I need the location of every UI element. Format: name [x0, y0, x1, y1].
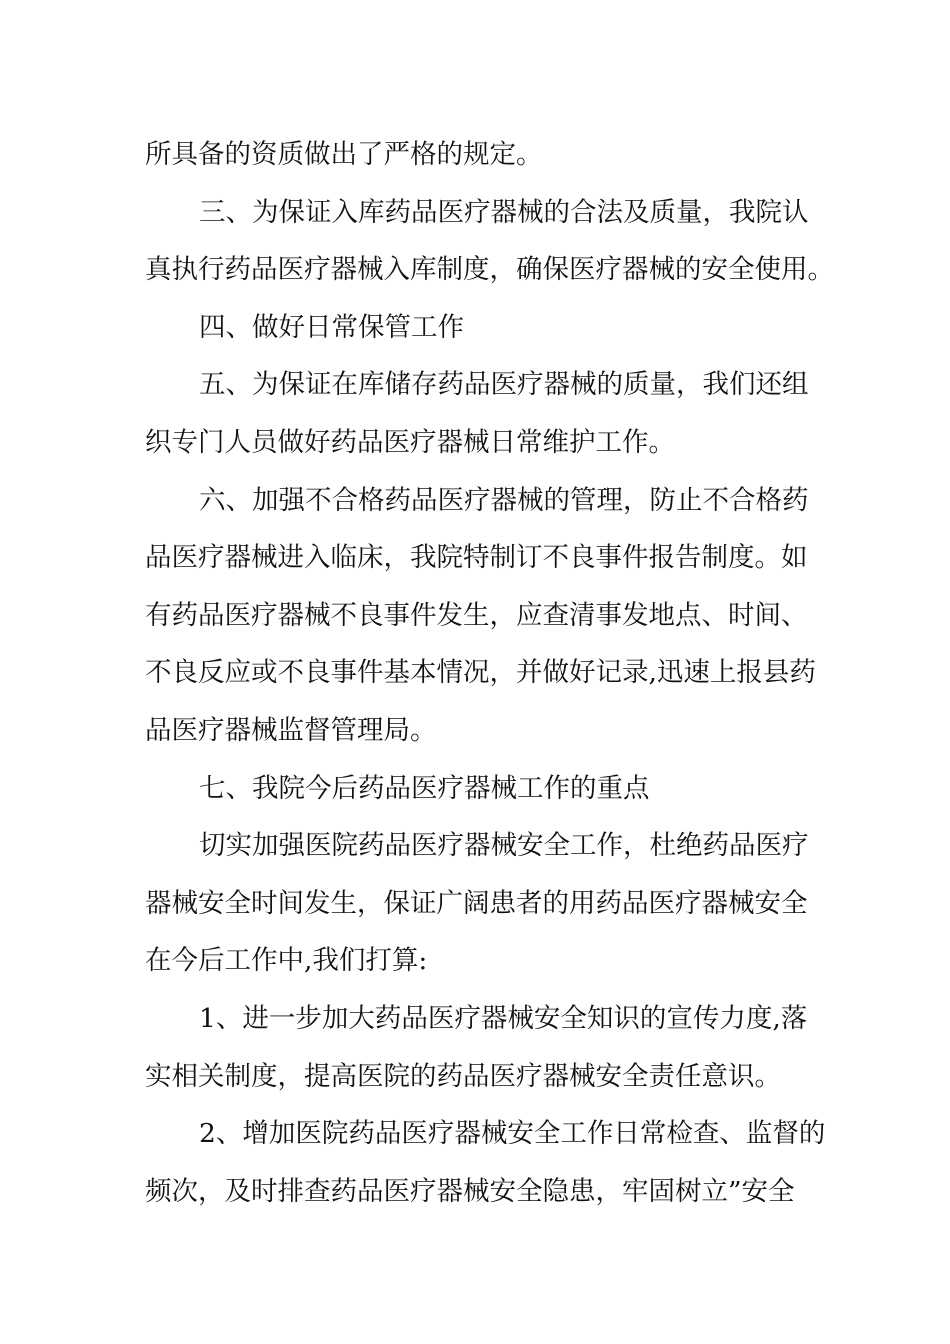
section-heading: 四、做好日常保管工作 — [199, 311, 464, 343]
section-heading: 七、我院今后药品医疗器械工作的重点 — [199, 772, 650, 804]
paragraph-line: 切实加强医院药品医疗器械安全工作，杜绝药品医疗 — [199, 830, 809, 862]
list-item-line: 频次，及时排查药品医疗器械安全隐患，牢固树立”安全 — [145, 1175, 795, 1207]
paragraph-line: 六、加强不合格药品医疗器械的管理，防止不合格药 — [199, 484, 809, 516]
paragraph-line: 真执行药品医疗器械入库制度，确保医疗器械的安全使用。 — [145, 254, 834, 286]
list-item-line: 1、进一步加大药品医疗器械安全知识的宣传力度,落 — [199, 1002, 808, 1034]
paragraph-line: 品医疗器械进入临床，我院特制订不良事件报告制度。如 — [145, 542, 808, 574]
paragraph-line: 三、为保证入库药品医疗器械的合法及质量，我院认 — [199, 196, 809, 228]
paragraph-line: 五、为保证在库储存药品医疗器械的质量，我们还组 — [199, 369, 809, 401]
list-item-line: 实相关制度，提高医院的药品医疗器械安全责任意识。 — [145, 1060, 781, 1092]
paragraph-line: 有药品医疗器械不良事件发生，应查清事发地点、时间、 — [145, 599, 808, 631]
paragraph-line: 器械安全时间发生，保证广阔患者的用药品医疗器械安全 — [145, 887, 808, 919]
paragraph-line: 织专门人员做好药品医疗器械日常维护工作。 — [145, 426, 675, 458]
paragraph-line: 在今后工作中,我们打算: — [145, 945, 428, 977]
list-item-line: 2、增加医院药品医疗器械安全工作日常检查、监督的 — [199, 1118, 826, 1150]
paragraph-line: 不良反应或不良事件基本情况，并做好记录,迅速上报县药 — [145, 657, 816, 689]
paragraph-line: 所具备的资质做出了严格的规定。 — [145, 139, 543, 170]
paragraph-line: 品医疗器械监督管理局。 — [145, 714, 437, 746]
document-body — [145, 126, 834, 1220]
